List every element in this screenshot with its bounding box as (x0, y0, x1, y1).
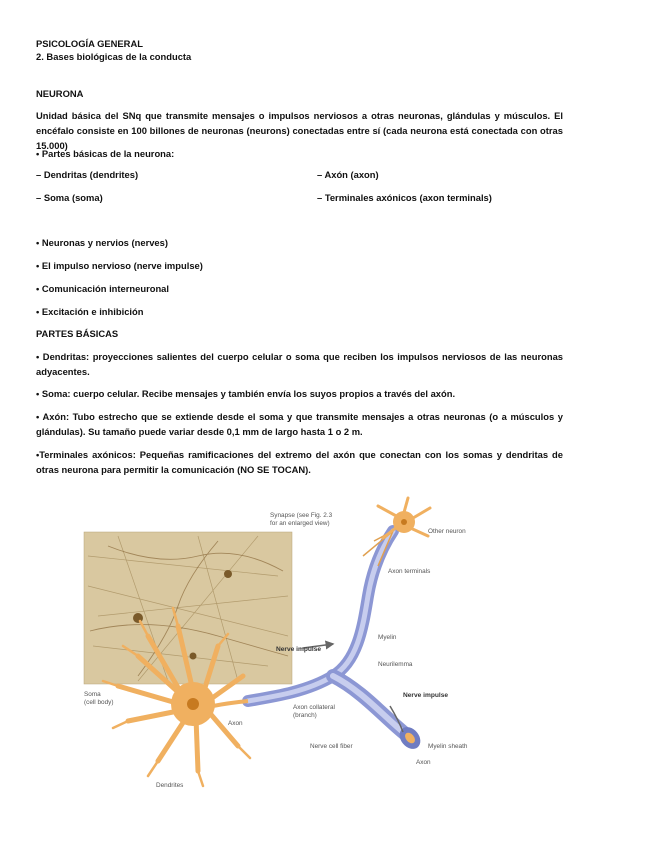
basic-part-soma: • Soma: cuerpo celular. Recibe mensajes y también envía los suyos propios a través del axón. (36, 388, 456, 399)
course-title: PSICOLOGÍA GENERAL (36, 38, 143, 49)
basic-part-terminales: •Terminales axónicos: Pequeñas ramificaciones del extremo del axón que conectan con los somas y dendritas de otras neurona para permitir la comunicación (NO SE TOCAN). (36, 449, 563, 475)
topic-item: • Comunicación interneuronal (36, 283, 169, 294)
label-neurilemma: Neurilemma (378, 661, 413, 668)
label-nerve-impulse-2: Nerve impulse (403, 692, 449, 699)
label-synapse: Synapse (see Fig. 2.3 (270, 512, 333, 519)
label-axon-collateral: Axon collateral (293, 704, 335, 711)
part-axon: – Axón (axon) (317, 169, 379, 180)
label-dendrites: Dendrites (156, 782, 184, 789)
label-axon-terminals: Axon terminals (388, 568, 431, 575)
topic-item: • Neuronas y nervios (nerves) (36, 237, 168, 248)
topic-item: • El impulso nervioso (nerve impulse) (36, 260, 203, 271)
unit-title: 2. Bases biológicas de la conducta (36, 51, 192, 62)
part-axon-terminals: – Terminales axónicos (axon terminals) (317, 192, 492, 203)
basic-part-axon: • Axón: Tubo estrecho que se extiende desde el soma y que transmite mensajes a otras neuronas (o a músculos y glándulas). Su tamaño puede variar desde 0,1 mm de largo hasta 1 o 2 m. (36, 411, 563, 437)
part-dendrites: – Dendritas (dendrites) (36, 169, 139, 180)
basic-part-dendritas: • Dendritas: proyecciones salientes del cuerpo celular o soma que reciben los impulsos nerviosos de las neuronas adyacentes. (36, 351, 563, 377)
label-synapse-2: for an enlarged view) (270, 520, 330, 527)
parts-intro: • Partes básicas de la neurona: (36, 148, 175, 159)
label-axon-2: Axon (416, 759, 431, 766)
neuron-diagram (78, 496, 488, 796)
label-soma: Soma (84, 691, 101, 698)
label-axon: Axon (228, 720, 243, 727)
label-nerve-impulse: Nerve impulse (276, 646, 322, 653)
label-soma-2: (cell body) (84, 699, 114, 706)
topic-item: • Excitación e inhibición (36, 306, 144, 317)
partes-basicas-heading: PARTES BÁSICAS (36, 328, 119, 339)
label-other-neuron: Other neuron (428, 528, 466, 535)
neurona-definition: Unidad básica del SNq que transmite mensajes o impulsos nerviosos a otras neuronas, glándulas y músculos. El encéfalo consiste en 100 billones de neuronas (neurons) conectadas entre sí (cada neurona está conectada con otras 15.000) (36, 110, 563, 151)
part-soma: – Soma (soma) (36, 192, 103, 203)
label-axon-collateral-2: (branch) (293, 712, 317, 719)
neurona-heading: NEURONA (36, 88, 84, 99)
label-myelin: Myelin (378, 634, 397, 641)
label-myelin-sheath: Myelin sheath (428, 743, 468, 750)
label-nerve-cell-fiber: Nerve cell fiber (310, 743, 353, 750)
